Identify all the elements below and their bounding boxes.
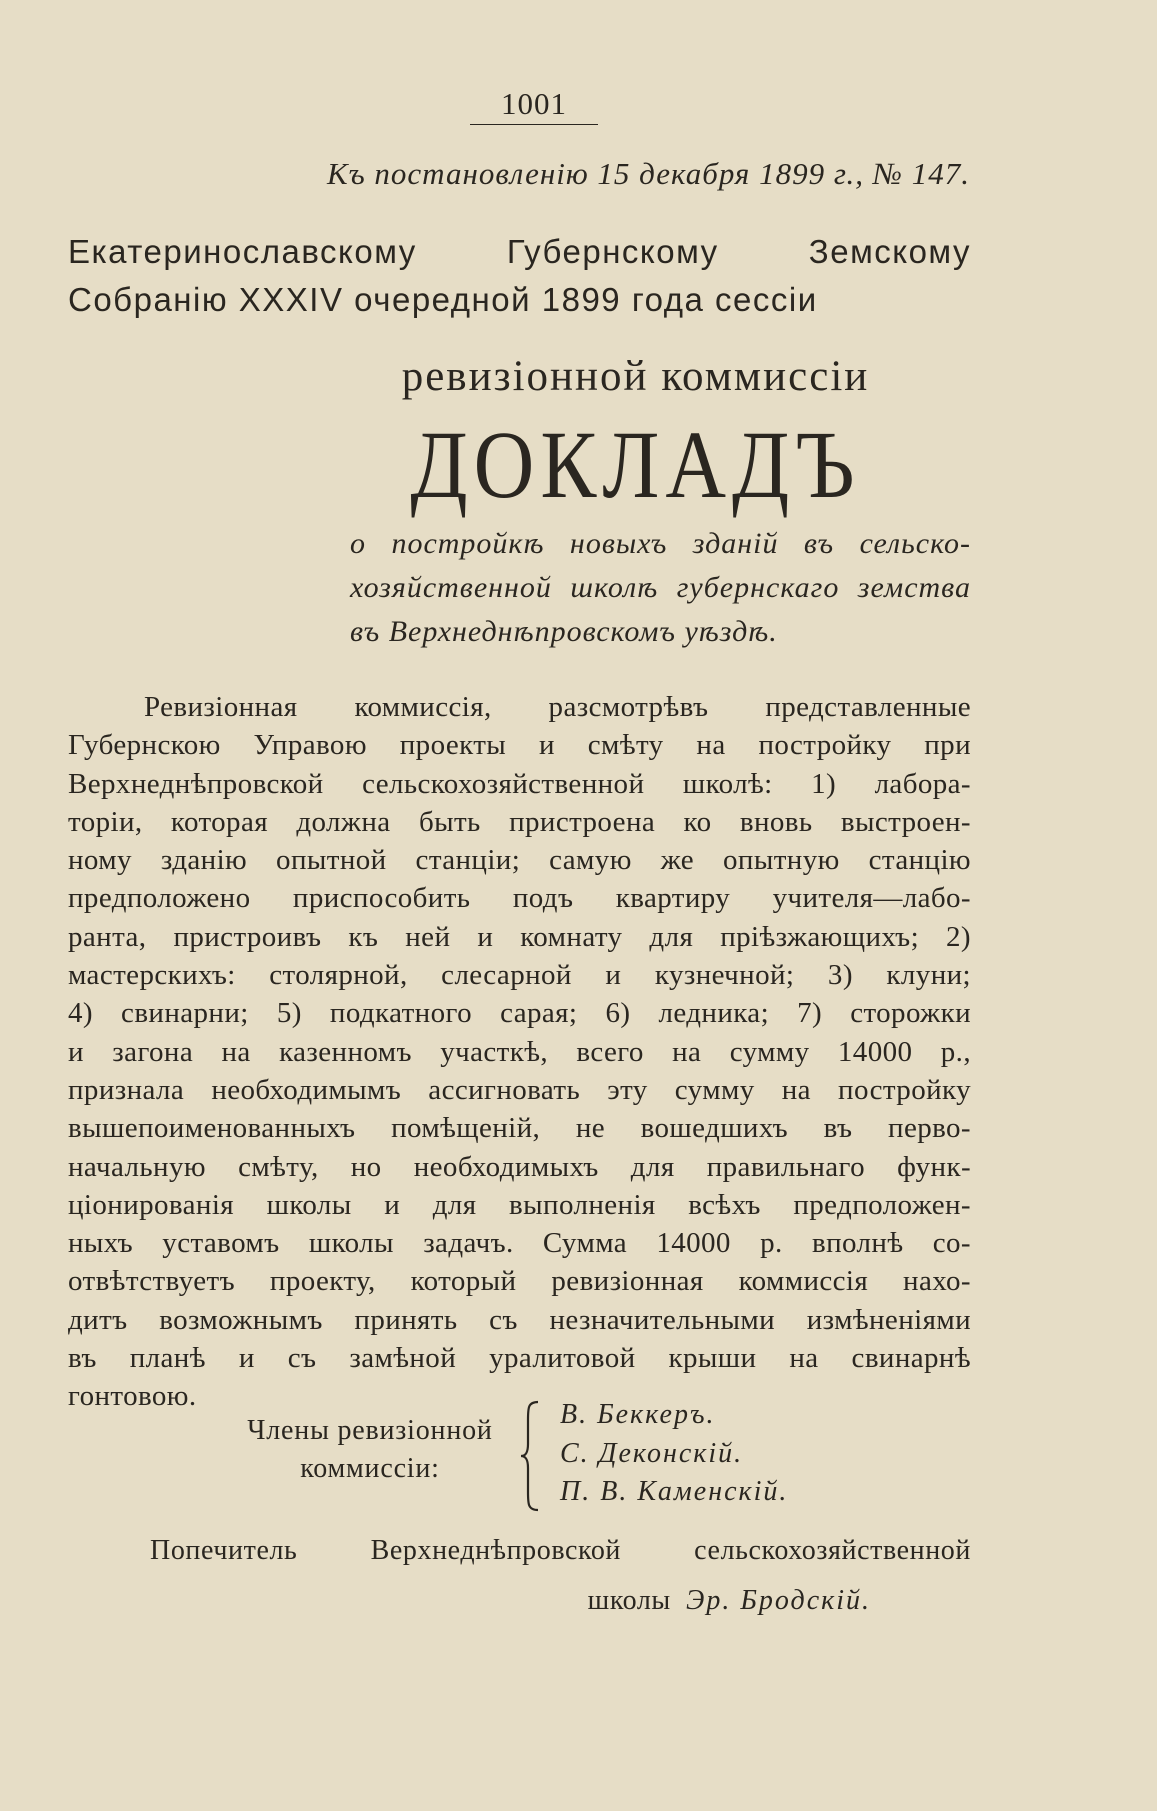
page-number: 1001 <box>501 86 567 121</box>
members-label-line-2: коммиссіи: <box>300 1453 440 1484</box>
subject-line-3: въ Верхнеднѣпровскомъ уѣздѣ. <box>350 615 778 648</box>
body-line: Верхнеднѣпровской сельскохозяйственной школѣ: 1) лабора- <box>68 767 971 800</box>
document-title: ДОКЛАДЪ <box>410 411 861 519</box>
subject-line-2: хозяйственной школѣ губернскаго земства <box>350 571 971 604</box>
addressee-line-2: Собранію XXXIV очередной 1899 года сессіи <box>68 281 818 318</box>
trustee-school-word: школы <box>587 1585 671 1616</box>
report-subject <box>350 522 971 654</box>
member-signature: С. Деконскій. <box>560 1437 744 1469</box>
body-line: въ планѣ и съ замѣной уралитовой крыши на свинарнѣ <box>68 1342 971 1375</box>
body-line: Губернскою Управою проекты и смѣту на постройку при <box>68 729 971 762</box>
body-line: начальную смѣту, но необходимыхъ для правильнаго функ- <box>68 1150 971 1183</box>
body-line: вышепоименованныхъ помѣщеній, не вошедшихъ въ перво- <box>68 1112 971 1145</box>
trustee-line-1: Попечитель Верхнеднѣпровской сельскохозяйственной <box>150 1535 971 1566</box>
commission-heading: ревизіонной коммиссіи <box>401 353 870 400</box>
body-line: Ревизіонная коммиссія, разсмотрѣвъ представленные <box>144 691 971 723</box>
curly-brace-icon <box>518 1400 542 1512</box>
body-line: предположено приспособить подъ квартиру учителя—лабо- <box>68 882 971 915</box>
body-line: признала необходимымъ ассигновать эту сумму на постройку <box>68 1073 971 1106</box>
body-line: и загона на казенномъ участкѣ, всего на сумму 14000 р., <box>68 1035 971 1068</box>
trustee-block <box>150 1526 971 1626</box>
subject-line-1: о постройкѣ новыхъ зданій въ сельско- <box>350 527 971 560</box>
addressee <box>68 228 971 324</box>
body-line: гонтовою. <box>68 1380 197 1413</box>
body-line: ціонированія школы и для выполненія всѣхъ предположен- <box>68 1188 971 1221</box>
members-label <box>220 1412 520 1488</box>
trustee-signature: Эр. Бродскій. <box>686 1585 871 1616</box>
resolution-reference: Къ постановленію 15 декабря 1899 г., № 147. <box>327 156 970 191</box>
page-number-rule <box>470 124 598 125</box>
member-signature: П. В. Каменскій. <box>560 1476 789 1507</box>
body-line: ному зданію опытной станціи; самую же опытную станцію <box>68 844 971 877</box>
members-label-line-1: Члены ревизіонной <box>247 1415 493 1446</box>
body-line: мастерскихъ: столярной, слесарной и кузнечной; 3) клуни; <box>68 959 971 992</box>
addressee-line-1: Екатеринославскому Губернскому Земскому <box>68 233 971 270</box>
trustee-line-2 <box>150 1576 971 1626</box>
body-line: торіи, которая должна быть пристроена ко вновь выстроен- <box>68 805 971 838</box>
body-text <box>68 688 971 1416</box>
members-list <box>560 1396 960 1512</box>
body-line: отвѣтствуетъ проекту, который ревизіонная коммиссія нахо- <box>68 1265 971 1298</box>
body-line: ранта, пристроивъ къ ней и комнату для пріѣзжающихъ; 2) <box>68 920 971 953</box>
member-signature: В. Беккеръ. <box>560 1399 716 1430</box>
body-line: дитъ возможнымъ принять съ незначительными измѣненіями <box>68 1303 971 1336</box>
body-line: 4) свинарни; 5) подкатного сарая; 6) ледника; 7) сторожки <box>68 997 971 1030</box>
body-line: ныхъ уставомъ школы задачъ. Сумма 14000 р. вполнѣ со- <box>68 1227 971 1260</box>
